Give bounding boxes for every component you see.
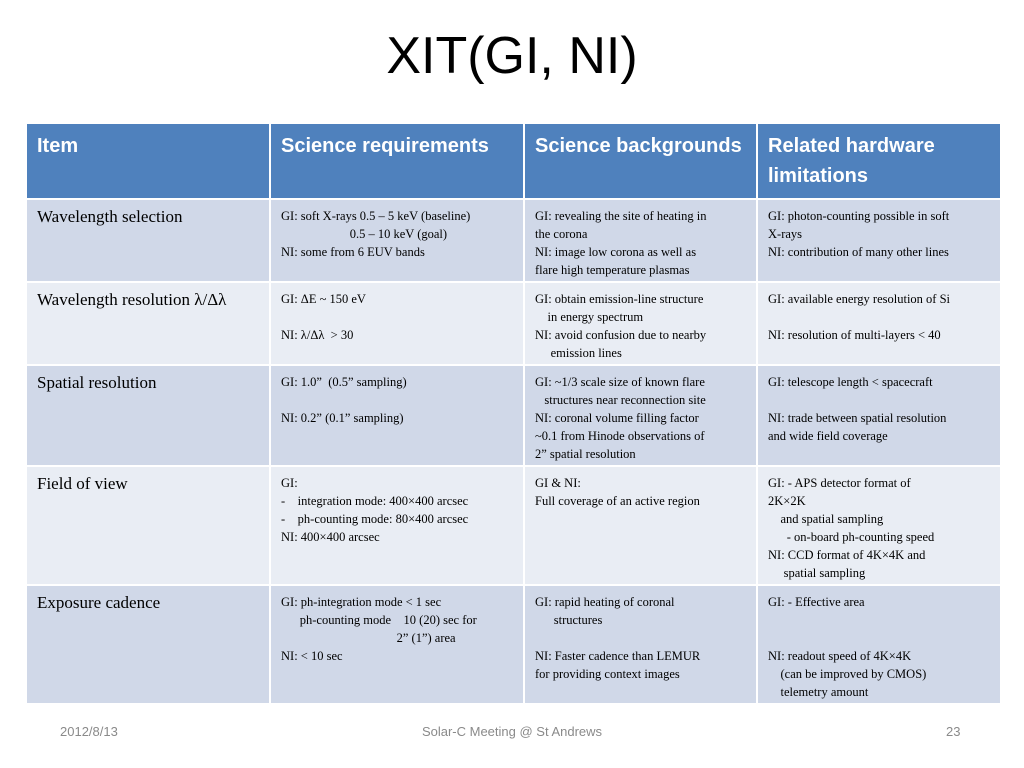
cell-hardware-limitations (757, 282, 1001, 365)
cell-line: GI: ph-integration mode < 1 sec (281, 595, 442, 609)
cell-line: X-rays (768, 227, 803, 241)
row-item-label: Spatial resolution (26, 365, 270, 466)
cell-line: NI: 400×400 arcsec (281, 530, 380, 544)
cell-line: ~0.1 from Hinode observations of (535, 429, 705, 443)
table-row (26, 466, 1001, 585)
cell-line: NI: image low corona as well as (535, 245, 697, 259)
cell-line: NI: some from 6 EUV bands (281, 245, 425, 259)
cell-line: - integration mode: 400×400 arcsec (281, 494, 469, 508)
requirements-table (25, 122, 1002, 705)
cell-line: NI: coronal volume filling factor (535, 411, 699, 425)
cell-line: NI: 0.2” (0.1” sampling) (281, 411, 404, 425)
header-science-requirements: Science requirements (270, 123, 524, 199)
cell-line: GI: telescope length < spacecraft (768, 375, 933, 389)
cell-line: NI: λ/Δλ > 30 (281, 328, 354, 342)
cell-hardware-limitations (757, 365, 1001, 466)
cell-line: GI: revealing the site of heating in (535, 209, 707, 223)
cell-line: - ph-counting mode: 80×400 arcsec (281, 512, 469, 526)
page-number: 23 (946, 724, 961, 739)
cell-line: GI: photon-counting possible in soft (768, 209, 950, 223)
cell-line: ph-counting mode 10 (20) sec for (281, 613, 477, 627)
cell-line (768, 611, 990, 629)
cell-science-backgrounds (524, 585, 757, 704)
cell-line: (can be improved by CMOS) (768, 667, 927, 681)
cell-line: GI: available energy resolution of Si (768, 292, 951, 306)
cell-line: GI: - APS detector format of (768, 476, 911, 490)
cell-line: GI & NI: (535, 476, 581, 490)
cell-line: GI: - Effective area (768, 595, 865, 609)
footer-date: 2012/8/13 (60, 724, 118, 739)
cell-line: Full coverage of an active region (535, 494, 700, 508)
cell-science-requirements (270, 466, 524, 585)
cell-line: GI: 1.0” (0.5” sampling) (281, 375, 407, 389)
cell-line (535, 629, 746, 647)
cell-line: emission lines (535, 346, 622, 360)
table-header-row (26, 123, 1001, 199)
cell-line: NI: Faster cadence than LEMUR (535, 649, 701, 663)
cell-hardware-limitations (757, 585, 1001, 704)
header-hardware-limitations: Related hardware limitations (757, 123, 1001, 199)
cell-science-requirements (270, 282, 524, 365)
table-row (26, 365, 1001, 466)
cell-line: NI: trade between spatial resolution (768, 411, 947, 425)
slide-title: XIT(GI, NI) (386, 27, 638, 85)
cell-science-requirements (270, 199, 524, 282)
cell-line (281, 308, 513, 326)
cell-line: flare high temperature plasmas (535, 263, 690, 277)
cell-line (768, 629, 990, 647)
cell-line: NI: CCD format of 4K×4K and (768, 548, 926, 562)
cell-line: 2” (1”) area (281, 631, 456, 645)
cell-line (768, 308, 990, 326)
row-item-label: Wavelength resolution λ/Δλ (26, 282, 270, 365)
cell-line: GI: obtain emission-line structure (535, 292, 704, 306)
cell-line: structures (535, 613, 603, 627)
cell-hardware-limitations (757, 199, 1001, 282)
cell-line: and wide field coverage (768, 429, 888, 443)
cell-line: NI: resolution of multi-layers < 40 (768, 328, 941, 342)
cell-line: spatial sampling (768, 566, 866, 580)
cell-science-requirements (270, 365, 524, 466)
cell-science-backgrounds (524, 282, 757, 365)
cell-line: GI: ~1/3 scale size of known flare (535, 375, 705, 389)
cell-line (281, 391, 513, 409)
table-row (26, 199, 1001, 282)
cell-line: telemetry amount (768, 685, 869, 699)
cell-line: GI: soft X-rays 0.5 – 5 keV (baseline) (281, 209, 471, 223)
cell-science-backgrounds (524, 365, 757, 466)
cell-line: NI: contribution of many other lines (768, 245, 949, 259)
cell-line: for providing context images (535, 667, 680, 681)
cell-line: NI: readout speed of 4K×4K (768, 649, 912, 663)
footer-event: Solar-C Meeting @ St Andrews (421, 724, 603, 739)
row-item-label: Field of view (26, 466, 270, 585)
cell-line: GI: (281, 476, 298, 490)
cell-line: GI: rapid heating of coronal (535, 595, 675, 609)
header-item: Item (26, 123, 270, 199)
cell-line: the corona (535, 227, 588, 241)
table-row (26, 585, 1001, 704)
cell-line: GI: ΔE ~ 150 eV (281, 292, 366, 306)
cell-line: NI: < 10 sec (281, 649, 343, 663)
cell-science-backgrounds (524, 199, 757, 282)
cell-hardware-limitations (757, 466, 1001, 585)
header-science-backgrounds: Science backgrounds (524, 123, 757, 199)
cell-line (768, 391, 990, 409)
cell-line: 2” spatial resolution (535, 447, 636, 461)
cell-line: 2K×2K (768, 494, 806, 508)
cell-line: 0.5 – 10 keV (goal) (281, 227, 448, 241)
cell-line: in energy spectrum (535, 310, 644, 324)
cell-line: structures near reconnection site (535, 393, 706, 407)
row-item-label: Wavelength selection (26, 199, 270, 282)
cell-line: and spatial sampling (768, 512, 884, 526)
row-item-label: Exposure cadence (26, 585, 270, 704)
cell-line: - on-board ph-counting speed (768, 530, 935, 544)
cell-science-backgrounds (524, 466, 757, 585)
cell-science-requirements (270, 585, 524, 704)
table-row (26, 282, 1001, 365)
cell-line: NI: avoid confusion due to nearby (535, 328, 707, 342)
